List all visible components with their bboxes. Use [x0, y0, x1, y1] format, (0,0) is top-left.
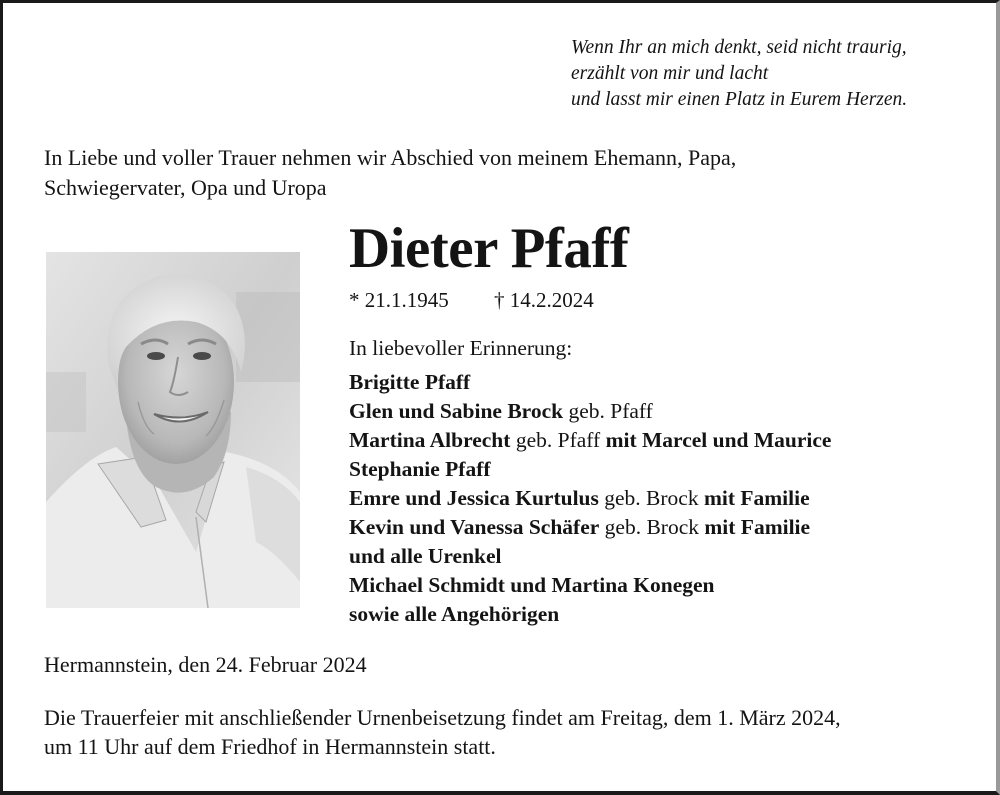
- deceased-name: Dieter Pfaff: [349, 217, 629, 280]
- mourner-name: Emre und Jessica Kurtulus: [349, 486, 599, 510]
- mourner-row: [349, 484, 831, 513]
- service-line: Die Trauerfeier mit anschließender Urnenbeisetzung findet am Freitag, dem 1. März 2024,: [44, 705, 841, 730]
- mourner-name: Kevin und Vanessa Schäfer: [349, 515, 600, 539]
- birth-star-icon: *: [349, 288, 360, 312]
- mourner-name: Michael Schmidt und Martina Konegen: [349, 573, 715, 597]
- birth-date: 21.1.1945: [364, 288, 449, 312]
- mourner-name: Martina Albrecht: [349, 428, 511, 452]
- mourner-row: [349, 368, 831, 397]
- mourner-name: Brigitte Pfaff: [349, 370, 471, 394]
- intro-line: Schwiegervater, Opa und Uropa: [44, 175, 327, 200]
- portrait-photo: [46, 252, 300, 608]
- mourners-list: [349, 368, 831, 629]
- remembrance-heading: In liebevoller Erinnerung:: [349, 336, 573, 360]
- funeral-service-notice: [44, 703, 984, 761]
- life-dates: [349, 287, 594, 313]
- dagger-cross-icon: †: [494, 288, 505, 312]
- mourner-note: geb. Brock: [598, 486, 704, 510]
- mourner-note: geb. Brock: [599, 515, 705, 539]
- motto-poem: [571, 35, 981, 113]
- mourner-name: mit Marcel und Maurice: [605, 428, 832, 452]
- mourner-name: Glen und Sabine Brock: [349, 399, 564, 423]
- mourner-row: [349, 542, 831, 571]
- place-date: Hermannstein, den 24. Februar 2024: [44, 652, 367, 677]
- motto-line: und lasst mir einen Platz in Eurem Herzen.: [571, 89, 908, 110]
- mourner-row: [349, 600, 831, 629]
- mourner-name: mit Familie: [704, 515, 811, 539]
- mourner-name: sowie alle Angehörigen: [349, 602, 560, 626]
- death-date: 14.2.2024: [509, 288, 594, 312]
- motto-line: Wenn Ihr an mich denkt, seid nicht traurig,: [571, 37, 907, 58]
- mourner-row: [349, 455, 831, 484]
- intro-line: In Liebe und voller Trauer nehmen wir Abschied von meinem Ehemann, Papa,: [44, 145, 737, 170]
- mourner-name: mit Familie: [703, 486, 810, 510]
- intro-text: [44, 143, 944, 203]
- mourner-row: [349, 397, 831, 426]
- mourner-row: [349, 426, 831, 455]
- mourner-note: geb. Pfaff: [563, 399, 653, 423]
- motto-line: erzählt von mir und lacht: [571, 63, 769, 84]
- mourner-name: und alle Urenkel: [349, 544, 502, 568]
- mourner-row: [349, 571, 831, 600]
- mourner-note: geb. Pfaff: [510, 428, 606, 452]
- mourner-row: [349, 513, 831, 542]
- mourner-name: Stephanie Pfaff: [349, 457, 491, 481]
- service-line: um 11 Uhr auf dem Friedhof in Hermannstein statt.: [44, 734, 496, 759]
